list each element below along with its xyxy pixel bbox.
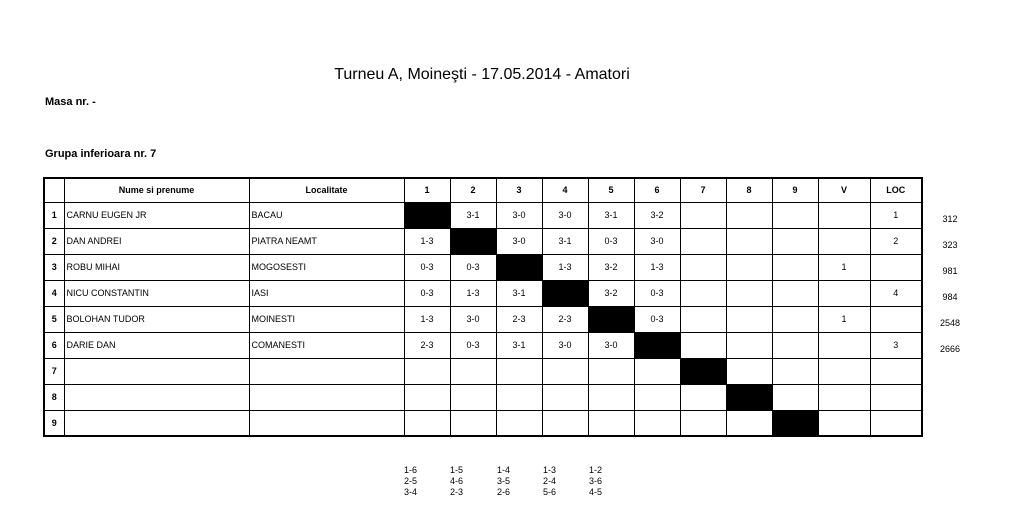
score-cell: 0-3	[634, 306, 680, 332]
score-cell	[680, 306, 726, 332]
schedule-match: 3-5	[497, 476, 511, 486]
table-row	[44, 254, 922, 280]
schedule-round	[589, 465, 602, 498]
player-locality	[249, 384, 404, 410]
player-locality: MOGOSESTI	[249, 254, 404, 280]
victories-cell	[818, 280, 870, 306]
score-cell: 0-3	[634, 280, 680, 306]
player-name: BOLOHAN TUDOR	[64, 306, 249, 332]
score-cell	[680, 332, 726, 358]
score-cell	[726, 280, 772, 306]
self-match-cell	[542, 280, 588, 306]
schedule-match: 4-5	[589, 487, 603, 497]
score-cell	[450, 358, 496, 384]
score-cell	[496, 358, 542, 384]
score-cell	[726, 410, 772, 436]
score-cell	[634, 410, 680, 436]
place-cell: 2	[870, 228, 922, 254]
score-cell: 3-0	[450, 306, 496, 332]
score-cell: 3-0	[542, 332, 588, 358]
self-match-cell	[772, 410, 818, 436]
schedule-match: 1-6	[404, 465, 418, 475]
header-cell-index	[44, 178, 64, 202]
header-cell: 8	[726, 178, 772, 202]
schedule-match: 2-5	[404, 476, 418, 486]
score-cell: 3-0	[588, 332, 634, 358]
player-name: DARIE DAN	[64, 332, 249, 358]
score-cell	[772, 228, 818, 254]
score-cell: 3-0	[542, 202, 588, 228]
score-cell: 3-2	[588, 280, 634, 306]
score-cell	[680, 410, 726, 436]
score-cell	[726, 202, 772, 228]
header-cell: 2	[450, 178, 496, 202]
table-row	[44, 306, 922, 332]
schedule-match: 3-6	[589, 476, 603, 486]
rating-value: 981	[942, 266, 958, 276]
schedule-round	[497, 465, 510, 498]
table-row	[44, 202, 922, 228]
score-cell	[404, 384, 450, 410]
header-cell: LOC	[870, 178, 922, 202]
score-cell	[542, 410, 588, 436]
player-locality: COMANESTI	[249, 332, 404, 358]
score-cell	[588, 410, 634, 436]
score-cell: 2-3	[496, 306, 542, 332]
schedule-match: 1-3	[543, 465, 557, 475]
score-cell	[772, 358, 818, 384]
score-cell	[772, 306, 818, 332]
row-number: 9	[44, 410, 64, 436]
player-name: CARNU EUGEN JR	[64, 202, 249, 228]
player-locality	[249, 358, 404, 384]
row-number: 6	[44, 332, 64, 358]
score-cell: 1-3	[404, 306, 450, 332]
score-cell	[634, 384, 680, 410]
place-cell	[870, 358, 922, 384]
player-name	[64, 358, 249, 384]
place-cell: 3	[870, 332, 922, 358]
score-cell	[680, 202, 726, 228]
victories-cell	[818, 202, 870, 228]
self-match-cell	[450, 228, 496, 254]
score-cell	[542, 358, 588, 384]
schedule-match: 1-2	[589, 465, 603, 475]
table-row	[44, 358, 922, 384]
row-number: 5	[44, 306, 64, 332]
schedule-match: 4-6	[450, 476, 464, 486]
score-cell	[680, 228, 726, 254]
table-row	[44, 332, 922, 358]
header-cell: 9	[772, 178, 818, 202]
schedule-round	[404, 465, 417, 498]
score-cell	[680, 254, 726, 280]
rating-value: 323	[942, 240, 958, 250]
score-cell: 3-0	[634, 228, 680, 254]
table-row	[44, 384, 922, 410]
row-number: 8	[44, 384, 64, 410]
score-cell: 3-1	[496, 332, 542, 358]
header-cell: 3	[496, 178, 542, 202]
score-cell: 1-3	[542, 254, 588, 280]
score-cell: 3-1	[542, 228, 588, 254]
score-cell	[588, 358, 634, 384]
table-row	[44, 410, 922, 436]
score-cell	[404, 410, 450, 436]
score-cell: 3-1	[450, 202, 496, 228]
row-number: 4	[44, 280, 64, 306]
rating-value: 2666	[939, 344, 961, 354]
schedule-round	[450, 465, 463, 498]
player-locality: MOINESTI	[249, 306, 404, 332]
score-cell: 0-3	[450, 332, 496, 358]
score-cell: 3-1	[496, 280, 542, 306]
place-cell: 1	[870, 202, 922, 228]
header-cell: Localitate	[249, 178, 404, 202]
score-cell	[726, 358, 772, 384]
schedule-match: 1-4	[497, 465, 511, 475]
schedule-match: 2-6	[497, 487, 511, 497]
score-cell: 1-3	[404, 228, 450, 254]
place-cell: 4	[870, 280, 922, 306]
schedule-match: 2-4	[543, 476, 557, 486]
rating-value: 2548	[939, 318, 961, 328]
score-cell	[496, 384, 542, 410]
score-cell: 2-3	[542, 306, 588, 332]
player-locality	[249, 410, 404, 436]
score-cell: 0-3	[588, 228, 634, 254]
place-cell	[870, 306, 922, 332]
table-row	[44, 228, 922, 254]
score-cell	[726, 228, 772, 254]
score-cell	[726, 254, 772, 280]
player-name: ROBU MIHAI	[64, 254, 249, 280]
schedule-match: 1-5	[450, 465, 464, 475]
score-cell: 1-3	[634, 254, 680, 280]
score-cell: 0-3	[450, 254, 496, 280]
score-cell	[450, 384, 496, 410]
score-cell: 3-2	[634, 202, 680, 228]
score-cell: 1-3	[450, 280, 496, 306]
victories-cell: 1	[818, 306, 870, 332]
victories-cell	[818, 228, 870, 254]
player-name	[64, 384, 249, 410]
score-cell	[772, 280, 818, 306]
header-row	[44, 178, 922, 202]
table-row	[44, 280, 922, 306]
score-cell: 3-0	[496, 228, 542, 254]
score-cell	[726, 306, 772, 332]
header-cell: V	[818, 178, 870, 202]
score-cell: 0-3	[404, 280, 450, 306]
score-cell	[680, 280, 726, 306]
self-match-cell	[680, 358, 726, 384]
header-cell: 1	[404, 178, 450, 202]
score-cell	[772, 332, 818, 358]
score-cell	[588, 384, 634, 410]
rating-value: 312	[942, 214, 958, 224]
page-title: Turneu A, Moineşti - 17.05.2014 - Amatori	[334, 66, 630, 83]
group-title: Grupa inferioara nr. 7	[45, 148, 157, 160]
score-cell	[542, 384, 588, 410]
score-cell	[772, 254, 818, 280]
schedule-match: 3-4	[404, 487, 418, 497]
score-cell: 3-1	[588, 202, 634, 228]
row-number: 3	[44, 254, 64, 280]
row-number: 7	[44, 358, 64, 384]
score-cell	[496, 410, 542, 436]
header-cell: 5	[588, 178, 634, 202]
score-cell	[634, 358, 680, 384]
self-match-cell	[726, 384, 772, 410]
schedule-match: 5-6	[543, 487, 557, 497]
victories-cell	[818, 332, 870, 358]
place-cell	[870, 410, 922, 436]
score-cell: 0-3	[404, 254, 450, 280]
score-cell: 3-2	[588, 254, 634, 280]
rating-value: 984	[942, 292, 958, 302]
score-cell: 3-0	[496, 202, 542, 228]
self-match-cell	[588, 306, 634, 332]
self-match-cell	[634, 332, 680, 358]
schedule-round	[543, 465, 556, 498]
row-number: 1	[44, 202, 64, 228]
player-locality: PIATRA NEAMT	[249, 228, 404, 254]
player-locality: BACAU	[249, 202, 404, 228]
self-match-cell	[404, 202, 450, 228]
header-cell: 6	[634, 178, 680, 202]
place-cell	[870, 384, 922, 410]
results-table	[43, 177, 923, 437]
score-cell	[726, 332, 772, 358]
header-cell: Nume si prenume	[64, 178, 249, 202]
victories-cell: 1	[818, 254, 870, 280]
victories-cell	[818, 358, 870, 384]
player-locality: IASI	[249, 280, 404, 306]
self-match-cell	[496, 254, 542, 280]
score-cell	[772, 202, 818, 228]
table-number-label: Masa nr. -	[45, 96, 96, 108]
player-name	[64, 410, 249, 436]
player-name: NICU CONSTANTIN	[64, 280, 249, 306]
header-cell: 4	[542, 178, 588, 202]
score-cell: 2-3	[404, 332, 450, 358]
score-cell	[404, 358, 450, 384]
schedule-match: 2-3	[450, 487, 464, 497]
victories-cell	[818, 410, 870, 436]
place-cell	[870, 254, 922, 280]
victories-cell	[818, 384, 870, 410]
score-cell	[772, 384, 818, 410]
header-cell: 7	[680, 178, 726, 202]
score-cell	[450, 410, 496, 436]
player-name: DAN ANDREI	[64, 228, 249, 254]
row-number: 2	[44, 228, 64, 254]
score-cell	[680, 384, 726, 410]
